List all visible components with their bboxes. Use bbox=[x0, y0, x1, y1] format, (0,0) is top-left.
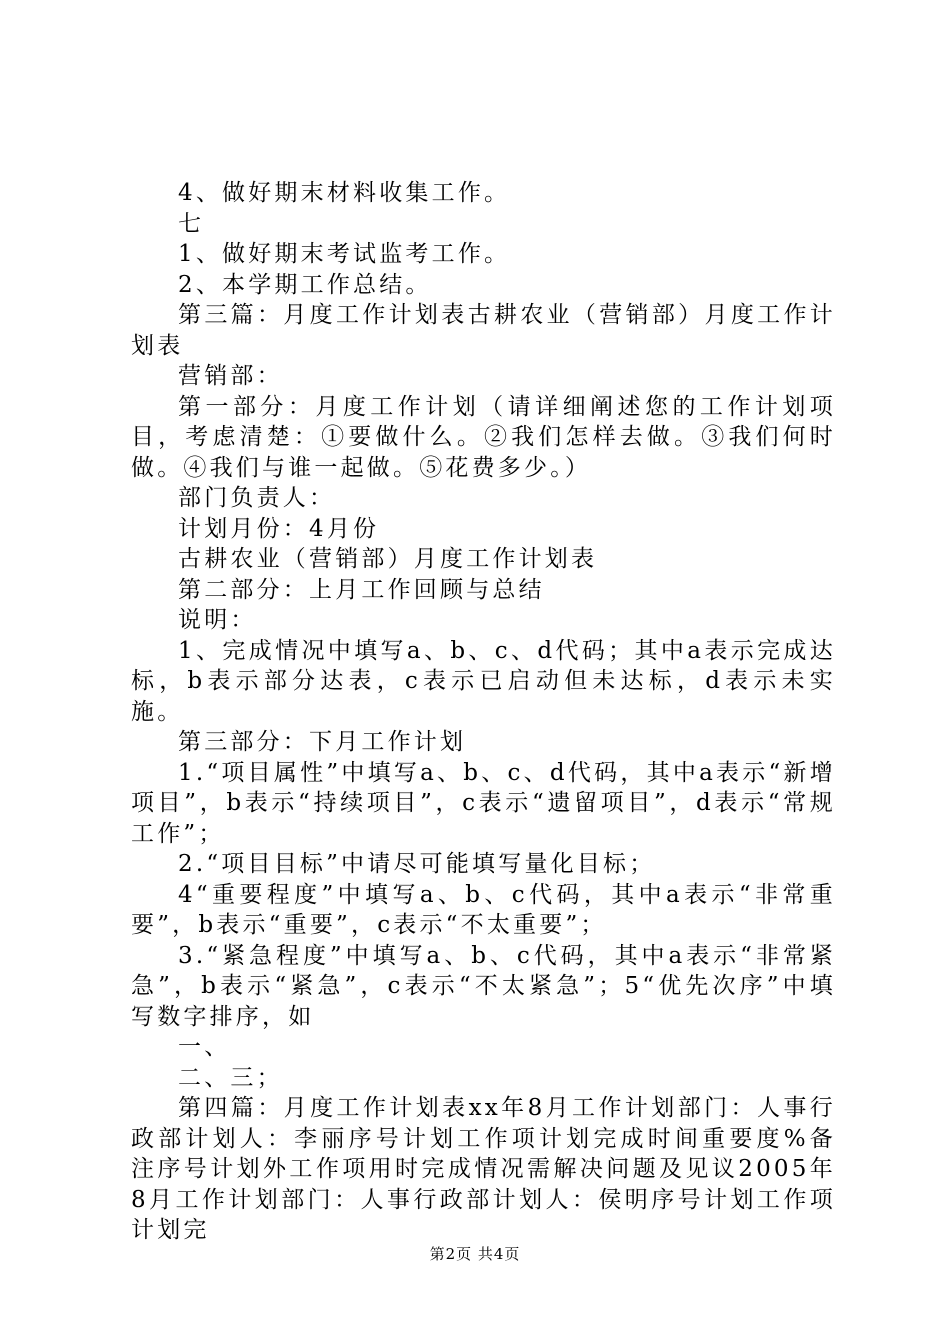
paragraph-4: 2、本学期工作总结。 bbox=[178, 271, 432, 298]
paragraph-15: 1.“项目属性”中填写a、b、c、d代码，其中a表示“新增项目”，b表示“持续项目”，c表示“遗留项目”，d表示“常规工作”； bbox=[131, 759, 836, 847]
paragraph-18: 3.“紧急程度”中填写a、b、c代码，其中a表示“非常紧急”，b表示“紧急”，c表示“不太紧急”；5“优先次序”中填写数字排序，如 bbox=[131, 942, 836, 1030]
paragraph-17: 4“重要程度”中填写a、b、c代码，其中a表示“非常重要”，b表示“重要”，c表示“不太重要”； bbox=[131, 881, 836, 938]
paragraph-10: 古耕农业（营销部）月度工作计划表 bbox=[178, 546, 598, 572]
paragraph-3: 1、做好期末考试监考工作。 bbox=[178, 241, 511, 267]
paragraph-14: 第三部分：下月工作计划 bbox=[178, 729, 467, 755]
paragraph-8: 部门负责人： bbox=[178, 485, 336, 511]
paragraph-7: 第一部分：月度工作计划（请详细阐述您的工作计划项目，考虑清楚：①要做什么。②我们怎样去做。③我们何时做。④我们与谁一起做。⑤花费多少。） bbox=[131, 393, 836, 481]
paragraph-6: 营销部： bbox=[178, 363, 283, 389]
paragraph-20: 二、三； bbox=[178, 1064, 283, 1091]
paragraph-9: 计划月份：4月份 bbox=[178, 515, 380, 542]
paragraph-13: 1、完成情况中填写a、b、c、d代码；其中a表示完成达标，b表示部分达表，c表示已启动但未达标，d表示未实施。 bbox=[131, 637, 836, 725]
heading-chapter-3: 第三篇：月度工作计划表古耕农业（营销部）月度工作计划表 bbox=[131, 302, 836, 359]
paragraph-11: 第二部分：上月工作回顾与总结 bbox=[178, 576, 545, 603]
paragraph-19: 一、 bbox=[178, 1034, 231, 1060]
paragraph-12: 说明： bbox=[178, 607, 257, 633]
document-body bbox=[131, 178, 836, 1246]
paragraph-1: 4、做好期末材料收集工作。 bbox=[178, 180, 511, 206]
heading-chapter-4: 第四篇：月度工作计划表xx年8月工作计划部门：人事行政部计划人：李丽序号计划工作项计划完成时间重要度%备注序号计划外工作项用时完成情况需解决问题及见议2005年8月工作计划部门：人事行政部计划人：侯明序号计划工作项计划完 bbox=[131, 1095, 836, 1243]
paragraph-2: 七 bbox=[178, 210, 205, 237]
paragraph-16: 2.“项目目标”中请尽可能填写量化目标； bbox=[178, 851, 656, 877]
page-footer: 第2页 共4页 bbox=[429, 1245, 521, 1263]
